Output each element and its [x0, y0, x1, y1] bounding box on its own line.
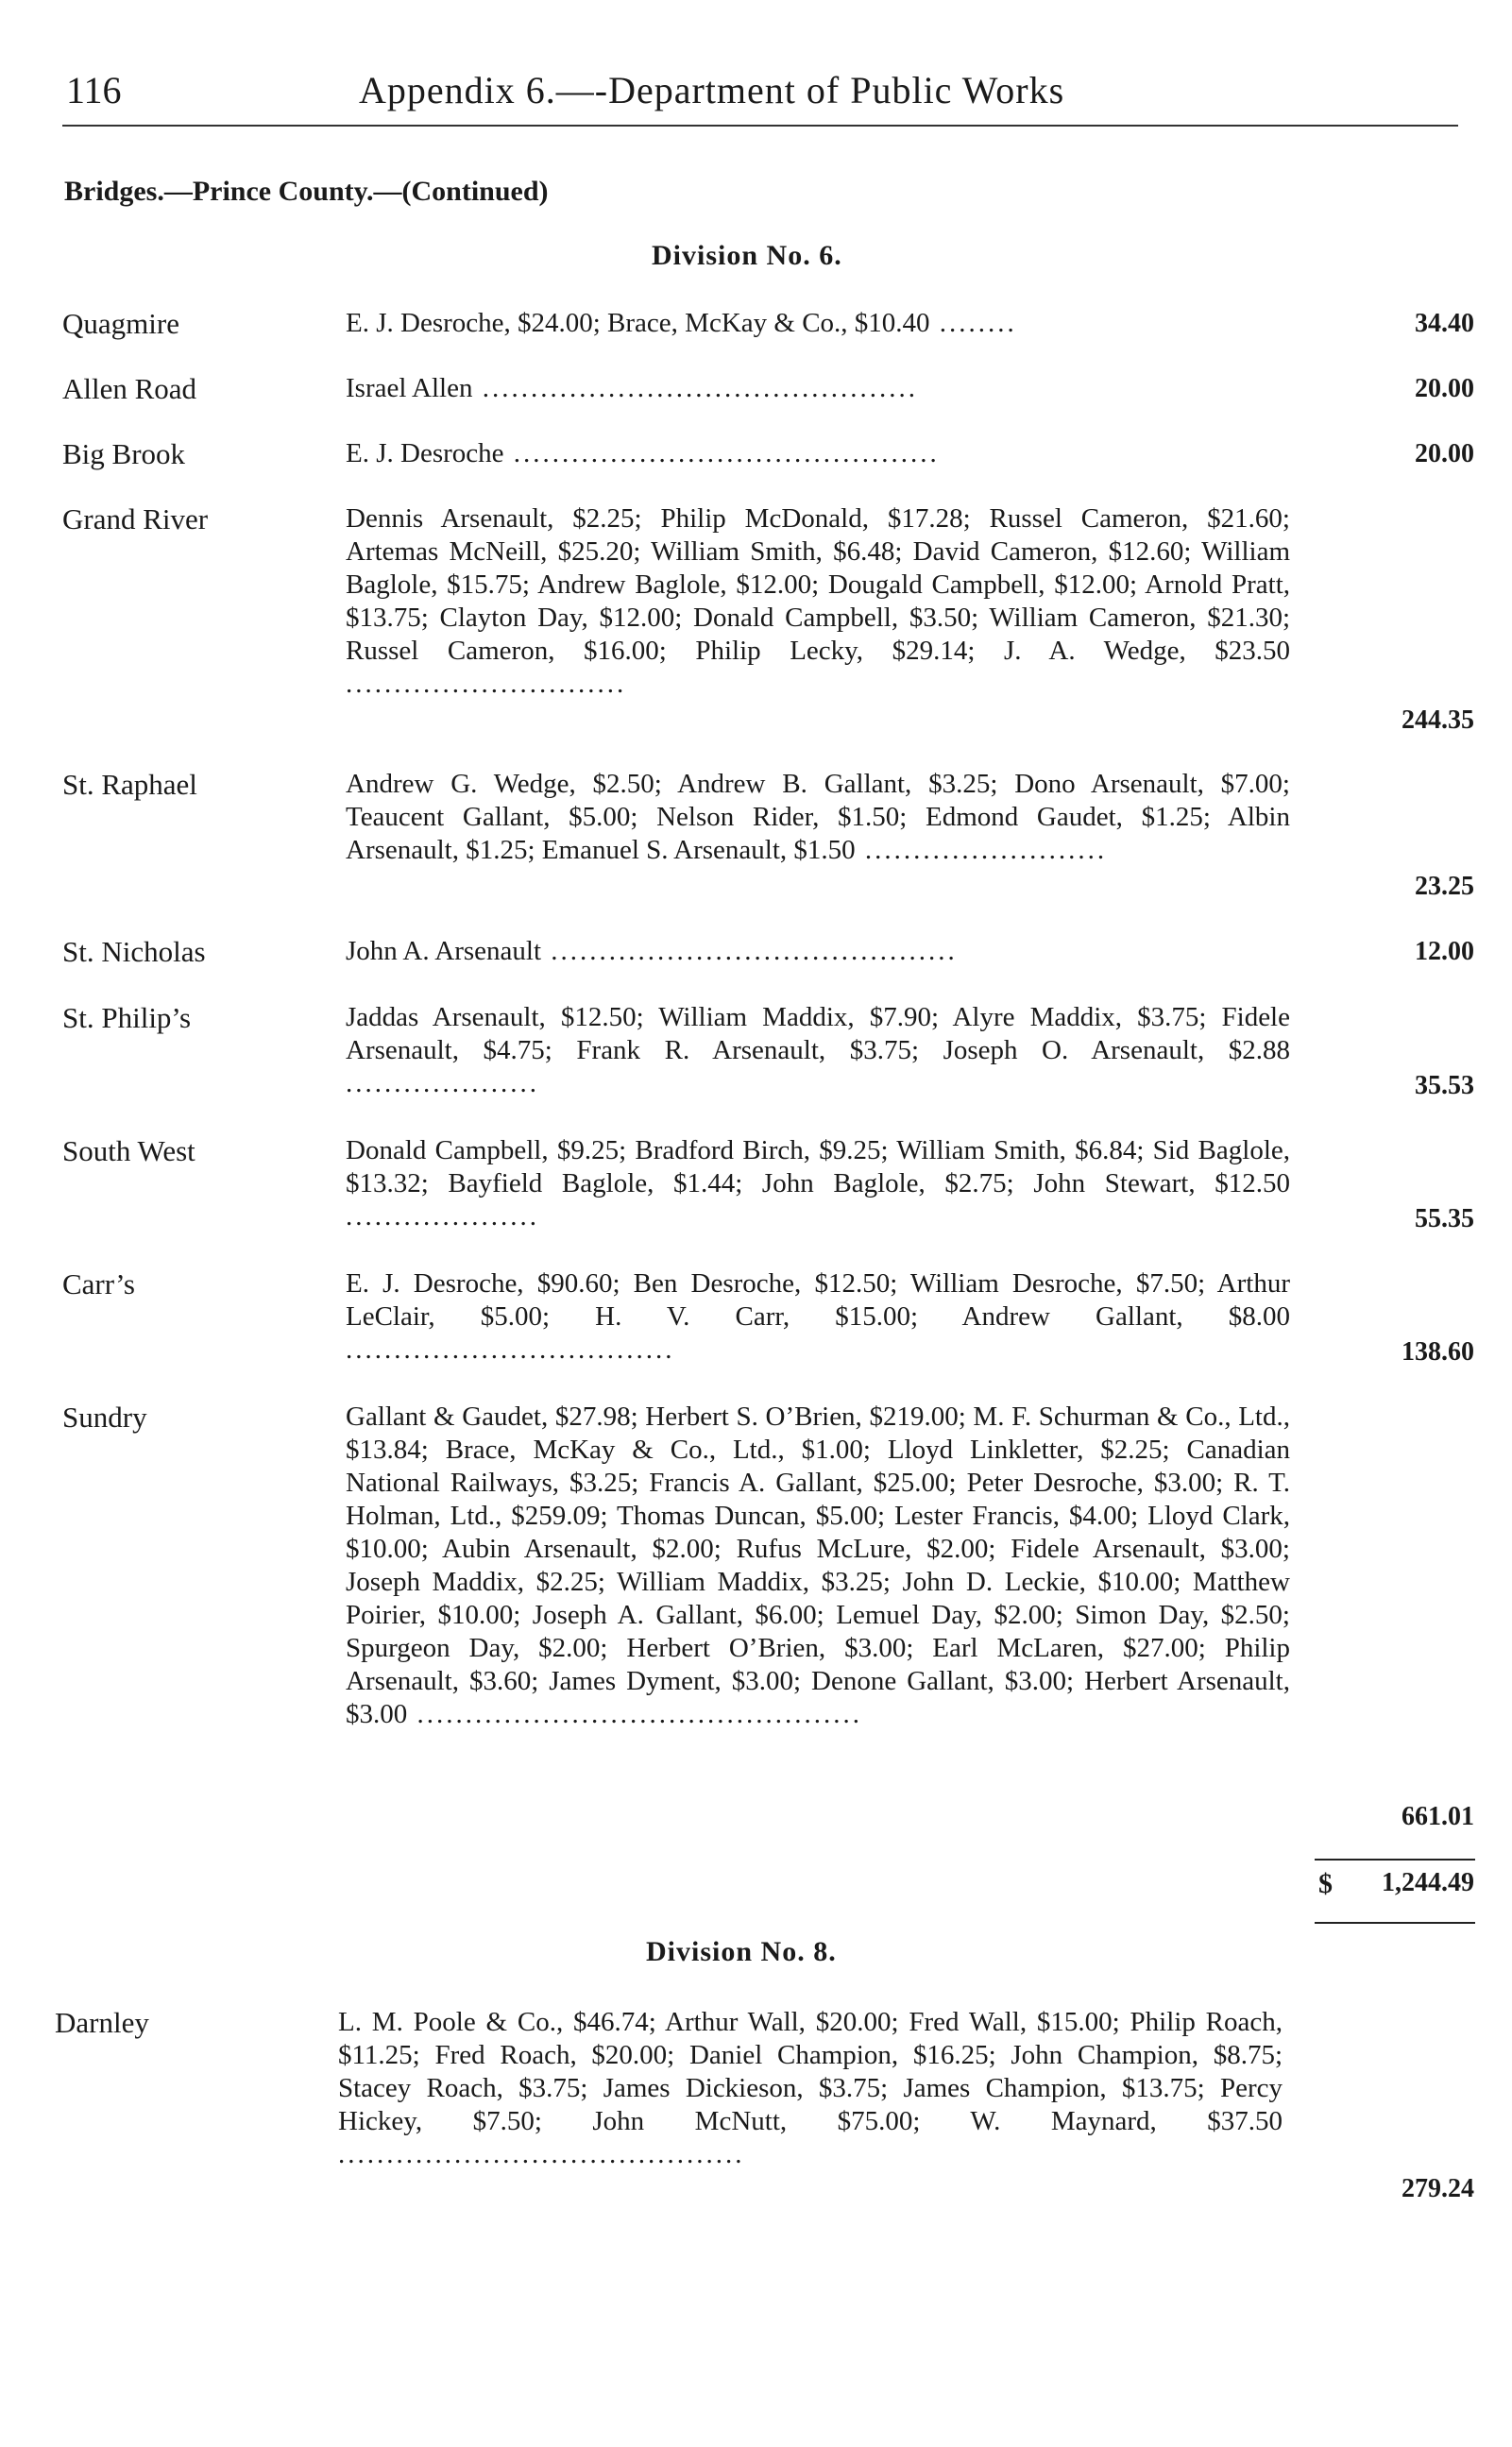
entry-location: Big Brook [62, 437, 186, 470]
entry-location: Sundry [62, 1401, 147, 1434]
entry-payees: Israel Allen ............................................. [346, 373, 918, 403]
entry-payees: Donald Campbell, $9.25; Bradford Birch, $9.25; William Smith, $6.84; Sid Baglole, $13.32; Bayfield Baglole, $1.44; John Baglole, $2.75; John Stewart, $12.50 .................... [346, 1135, 1290, 1232]
entry-location: South West [62, 1134, 195, 1167]
division-6-total: 1,244.49 [1382, 1868, 1474, 1897]
entry-payees: E. J. Desroche, $90.60; Ben Desroche, $12.50; William Desroche, $7.50; Arthur LeClair, $5.00; H. V. Carr, $15.00; Andrew Gallant, $8.00 .................................. [346, 1268, 1290, 1365]
entry-payees: Andrew G. Wedge, $2.50; Andrew B. Gallant, $3.25; Dono Arsenault, $7.00; Teaucent Gallant, $5.00; Nelson Rider, $1.50; Edmond Gaudet, $1.25; Albin Arsenault, $1.25; Emanuel S. Arsenault, $1.50 ......................... [346, 769, 1290, 865]
page-title: Appendix 6.—-Department of Public Works [359, 69, 1065, 111]
entry-payees: Jaddas Arsenault, $12.50; William Maddix, $7.90; Alyre Maddix, $3.75; Fidele Arsenault, $4.75; Frank R. Arsenault, $3.75; Joseph O. Arsenault, $2.88 .................... [346, 1002, 1290, 1098]
entry-amount: 35.53 [1415, 1071, 1474, 1100]
page-number: 116 [66, 69, 122, 111]
division-8-heading: Division No. 8. [646, 1936, 837, 1967]
total-currency: $ [1318, 1868, 1333, 1899]
entry-amount: 20.00 [1415, 439, 1474, 468]
entry-location: St. Nicholas [62, 935, 206, 968]
entry-location: St. Raphael [62, 768, 197, 801]
entry-amount: 279.24 [1402, 2174, 1474, 2203]
entry-location: Quagmire [62, 307, 179, 340]
division-6-heading: Division No. 6. [652, 240, 842, 271]
section-heading: Bridges.—Prince County.—(Continued) [64, 176, 549, 207]
entry-amount: 23.25 [1415, 872, 1474, 901]
header-divider [62, 125, 1458, 127]
entry-payees: E. J. Desroche ............................................ [346, 438, 940, 468]
entry-location: St. Philip’s [62, 1001, 192, 1034]
entry-location: Carr’s [62, 1267, 135, 1300]
entry-payees: E. J. Desroche, $24.00; Brace, McKay & Co., $10.40 ........ [346, 308, 1017, 338]
entry-amount: 34.40 [1415, 309, 1474, 338]
entry-location: Allen Road [62, 372, 197, 405]
entry-amount: 55.35 [1415, 1204, 1474, 1233]
entry-payees: Dennis Arsenault, $2.25; Philip McDonald, $17.28; Russel Cameron, $21.60; Artemas McNeill, $25.20; William Smith, $6.48; David Cameron, $12.60; William Baglole, $15.75; Andrew Baglole, $12.00; Dougald Campbell, $12.00; Arnold Pratt, $13.75; Clayton Day, $12.00; Donald Campbell, $3.50; William Cameron, $21.30; Russel Cameron, $16.00; Philip Lecky, $29.14; J. A. Wedge, $23.50 ............................. [346, 503, 1290, 699]
entry-amount: 661.01 [1402, 1802, 1474, 1831]
entry-payees: L. M. Poole & Co., $46.74; Arthur Wall, $20.00; Fred Wall, $15.00; Philip Roach, $11.25; Fred Roach, $20.00; Daniel Champion, $16.25; John Champion, $8.75; Stacey Roach, $3.75; James Dickieson, $3.75; James Champion, $13.75; Percy Hickey, $7.50; John McNutt, $75.00; W. Maynard, $37.50 .......................................... [338, 2007, 1283, 2169]
total-rule-top [1315, 1859, 1475, 1861]
entry-payees: John A. Arsenault .......................................... [346, 936, 958, 966]
entry-amount: 20.00 [1415, 374, 1474, 403]
entry-location: Darnley [55, 2006, 149, 2039]
entry-payees: Gallant & Gaudet, $27.98; Herbert S. O’Brien, $219.00; M. F. Schurman & Co., Ltd., $13.84; Brace, McKay & Co., Ltd., $1.00; Lloyd Linkletter, $2.25; Canadian National Railways, $3.25; Francis A. Gallant, $25.00; Peter Desroche, $3.00; R. T. Holman, Ltd., $259.09; Thomas Duncan, $5.00; Lester Francis, $4.00; Lloyd Clark, $10.00; Aubin Arsenault, $2.00; Rufus McLure, $2.00; Fidele Arsenault, $3.00; Joseph Maddix, $2.25; William Maddix, $3.25; John D. Leckie, $10.00; Matthew Poirier, $10.00; Joseph A. Gallant, $6.00; Lemuel Day, $2.00; Simon Day, $2.50; Spurgeon Day, $2.00; Herbert O’Brien, $3.00; Earl McLaren, $27.00; Philip Arsenault, $3.60; James Dyment, $3.00; Denone Gallant, $3.00; Herbert Arsenault, $3.00 .............................................. [346, 1402, 1290, 1729]
entry-amount: 244.35 [1402, 705, 1474, 735]
entry-amount: 138.60 [1402, 1337, 1474, 1367]
entry-amount: 12.00 [1415, 937, 1474, 966]
entry-location: Grand River [62, 502, 209, 535]
total-rule-bottom [1315, 1922, 1475, 1924]
